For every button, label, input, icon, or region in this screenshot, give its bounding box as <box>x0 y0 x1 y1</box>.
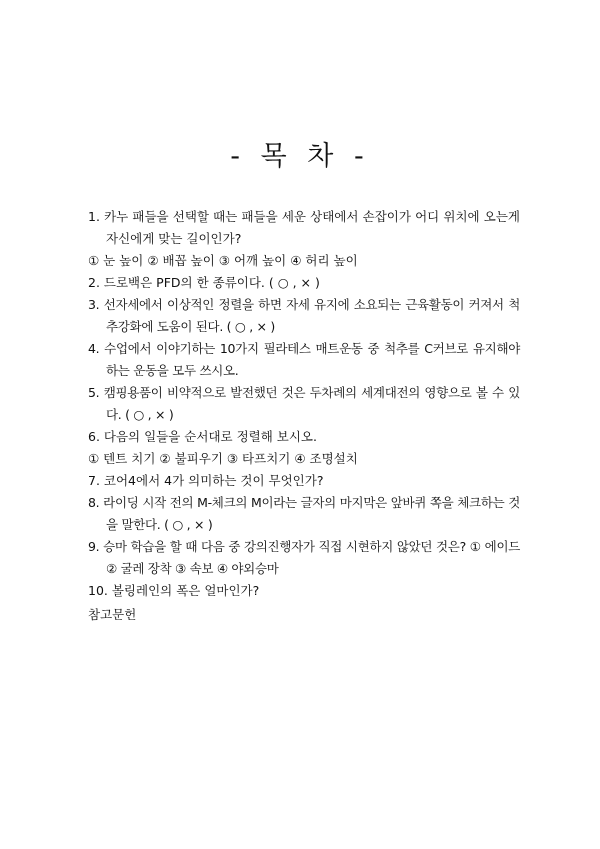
list-item: 9. 승마 학습을 할 때 다음 중 강의진행자가 직접 시현하지 않았던 것은? ① 에이드 ② 굴레 장착 ③ 속보 ④ 야외승마 <box>88 539 520 576</box>
page-title: - 목 차 - <box>230 141 370 172</box>
question-list <box>88 206 520 602</box>
list-item: 1. 카누 패들을 선택할 때는 패들을 세운 상태에서 손잡이가 어디 위치에 오는게 자신에게 맞는 길이인가? <box>88 209 520 246</box>
references-heading: 참고문헌 <box>88 607 137 622</box>
list-item: ① 눈 높이 ② 배꼽 높이 ③ 어깨 높이 ④ 허리 높이 <box>88 253 358 268</box>
list-item: 2. 드로백은 PFD의 한 종류이다. ( ○ , × ) <box>88 275 320 290</box>
list-item: ① 텐트 치기 ② 불피우기 ③ 타프치기 ④ 조명설치 <box>88 451 358 466</box>
list-item: 8. 라이딩 시작 전의 M-체크의 M이라는 글자의 마지막은 앞바퀴 쪽을 체크하는 것을 말한다. ( ○ , × ) <box>88 495 520 532</box>
list-item: 6. 다음의 일들을 순서대로 정렬해 보시오. <box>88 429 317 444</box>
list-item: 5. 캠핑용품이 비약적으로 발전했던 것은 두차례의 세계대전의 영향으로 볼 수 있다. ( ○ , × ) <box>88 385 520 422</box>
list-item: 10. 볼링레인의 폭은 얼마인가? <box>88 583 260 598</box>
list-item: 3. 선자세에서 이상적인 정렬을 하면 자세 유지에 소요되는 근육활동이 커져서 척추강화에 도움이 된다. ( ○ , × ) <box>88 297 520 334</box>
list-item: 7. 코어4에서 4가 의미하는 것이 무엇인가? <box>88 473 324 488</box>
list-item: 4. 수업에서 이야기하는 10가지 필라테스 매트운동 중 척추를 C커브로 유지해야하는 운동을 모두 쓰시오. <box>88 341 520 378</box>
